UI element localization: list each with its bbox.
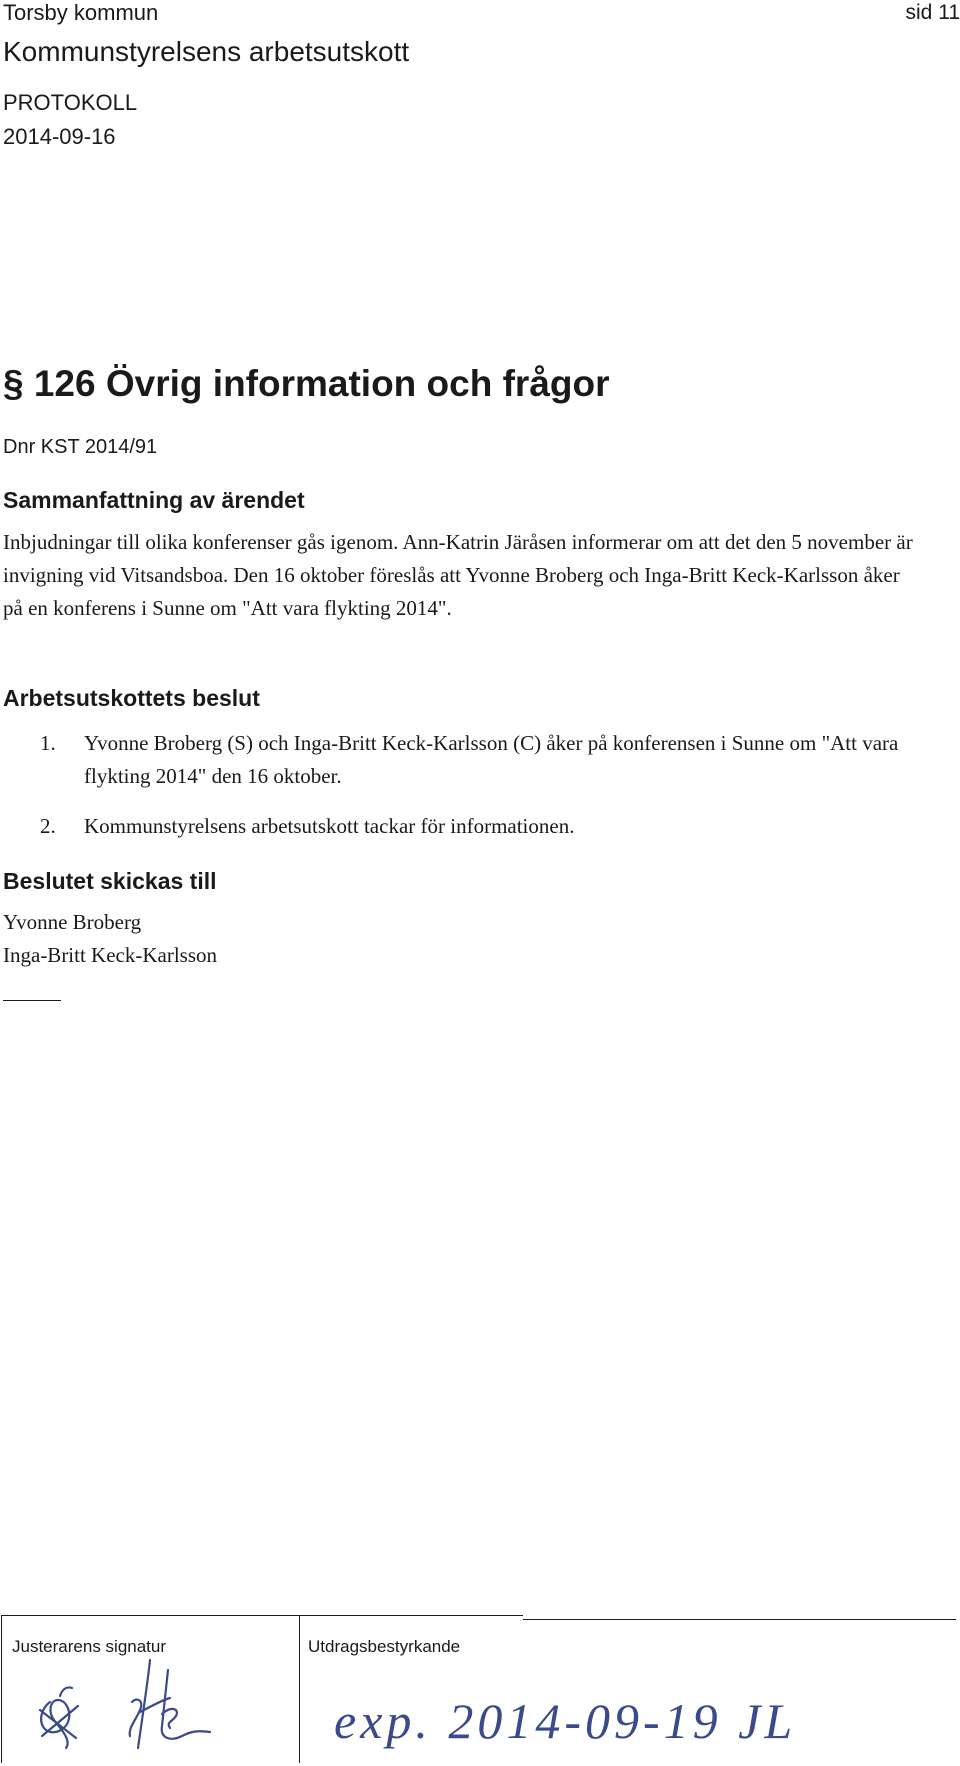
document-date: 2014-09-16 (3, 124, 116, 149)
recipients-heading: Beslutet skickas till (3, 868, 217, 894)
organization-name: Torsby kommun (3, 0, 159, 25)
case-reference: Dnr KST 2014/91 (3, 436, 158, 458)
footer-divider (299, 1615, 300, 1763)
section-heading: § 126 Övrig information och frågor (3, 363, 610, 404)
footer-divider (1, 1615, 523, 1616)
document-type: PROTOKOLL (3, 90, 138, 115)
footer-divider (523, 1619, 956, 1620)
summary-heading: Sammanfattning av ärendet (3, 487, 305, 513)
decision-item (40, 810, 940, 843)
decision-number: 2. (40, 814, 56, 838)
recipient: Yvonne Broberg (3, 910, 142, 934)
signature-label: Justerarens signatur (12, 1637, 167, 1656)
excerpt-label: Utdragsbestyrkande (308, 1637, 461, 1656)
handwritten-signatures (20, 1650, 260, 1760)
footer-divider (1, 1615, 2, 1763)
signature-mark (40, 1687, 78, 1748)
signature-mark (130, 1660, 210, 1748)
page-number: sid 11 (905, 1, 960, 24)
decision-item (40, 727, 940, 793)
decision-text: Yvonne Broberg (S) och Inga-Britt Keck-Karlsson (C) åker på konferensen i Sunne om "Att vara flykting 2014" den 16 oktober. (84, 731, 899, 788)
recipient-list (3, 906, 217, 972)
end-rule (3, 1000, 61, 1001)
decision-list (40, 727, 940, 860)
decision-text: Kommunstyrelsens arbetsutskott tackar för informationen. (84, 814, 575, 838)
excerpt-handwriting (334, 1680, 874, 1760)
decision-number: 1. (40, 731, 56, 755)
excerpt-handwriting-text: exp. 2014-09-19 JL (334, 1693, 797, 1749)
committee-name: Kommunstyrelsens arbetsutskott (3, 36, 410, 67)
recipient: Inga-Britt Keck-Karlsson (3, 943, 218, 967)
decision-heading: Arbetsutskottets beslut (3, 685, 260, 711)
summary-text: Inbjudningar till olika konferenser gås igenom. Ann-Katrin Järåsen informerar om att det den 5 november är invigning vid Vitsandsboa. Den 16 oktober föreslås att Yvonne Broberg och Inga-Britt Keck-Karlsson åker på en konferens i Sunne om "Att vara flykting 2014". (3, 530, 913, 620)
